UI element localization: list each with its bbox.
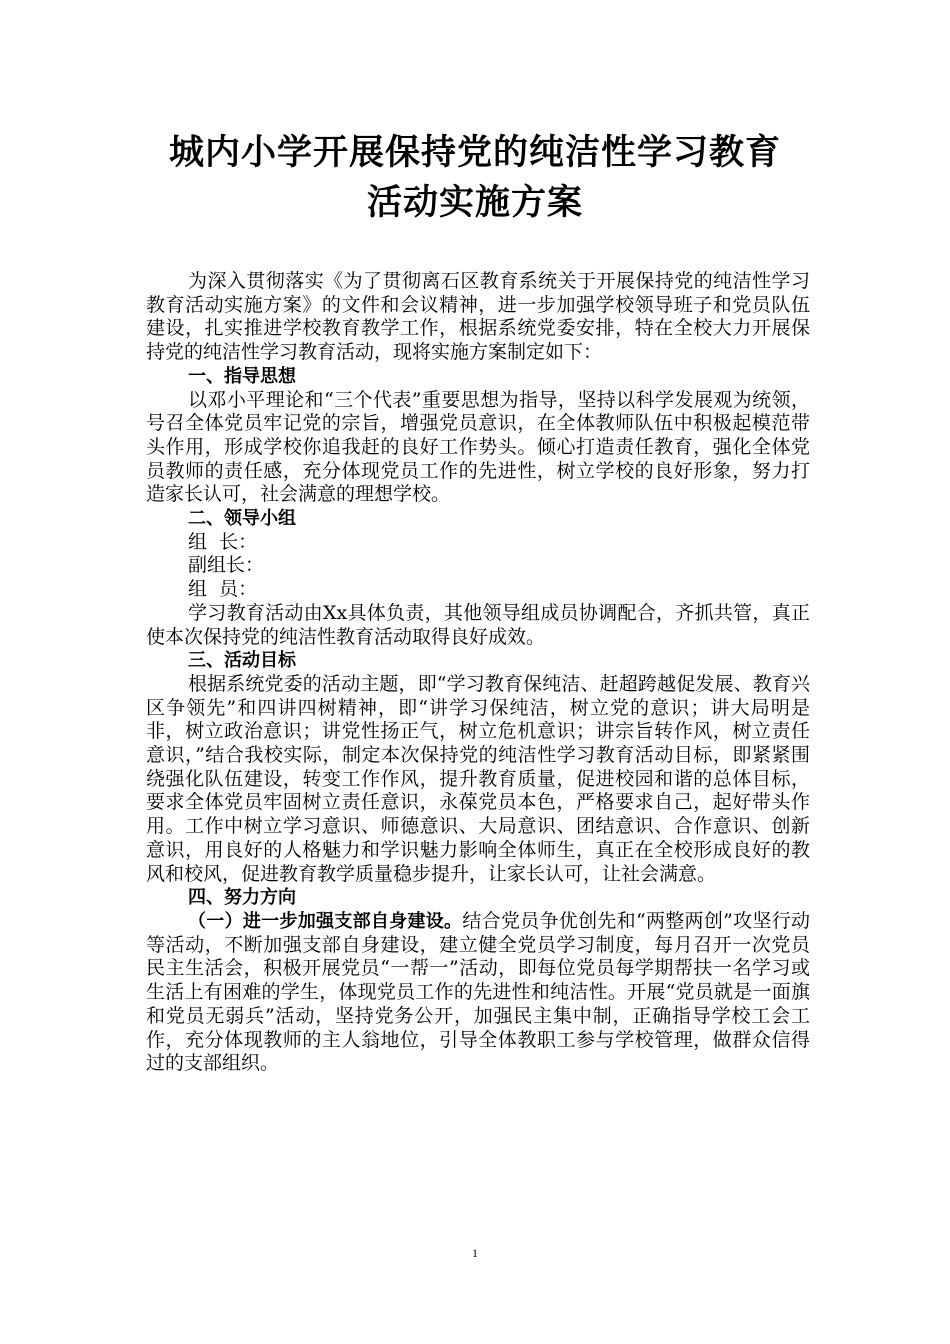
document-body [146, 270, 810, 1076]
section-heading-guiding-ideology: 一、指导思想 [188, 365, 296, 387]
title-line-1: 城内小学开展保持党的纯洁性学习教育 [168, 132, 781, 173]
vice-leader-line: 副组长： [188, 554, 265, 577]
document-title [100, 128, 850, 228]
intro-paragraph: 为深入贯彻落实《为了贯彻离石区教育系统关于开展保持党的纯洁性学习教育活动实施方案》的文件和会议精神，进一步加强学校领导班子和党员队伍建设，扎实推进学校教育教学工作，根据系统党委安排，特在全校大力开展保持党的纯洁性学习教育活动，现将实施方案制定如下： [146, 270, 810, 364]
section-paragraph-activity-goals: 根据系统党委的活动主题，即“学习教育保纯洁、赶超跨越促发展、教育兴区争领先”和四讲四树精神，即“讲学习保纯洁，树立党的意识；讲大局明是非，树立政治意识；讲党性扬正气，树立危机意识；讲宗旨转作风，树立责任意识，”结合我校实际，制定本次保持党的纯洁性学习教育活动目标，即紧紧围绕强化队伍建设，转变工作作风，提升教育质量，促进校园和谐的总体目标，要求全体党员牢固树立责任意识，永葆党员本色，严格要求自己，起好带头作用。工作中树立学习意识、师德意识、大局意识、团结意识、合作意识、创新意识，用良好的人格魅力和学识魅力影响全体师生，真正在全校形成良好的教风和校风，促进教育教学质量稳步提升，让家长认可，让社会满意。 [146, 672, 810, 885]
item-1-label: （一）进一步加强支部自身建设。 [188, 910, 463, 932]
section-heading-work-direction: 四、努力方向 [188, 887, 296, 909]
group-leader-line: 组 长： [188, 530, 258, 553]
section-paragraph-leadership-group: 学习教育活动由Xx具体负责，其他领导组成员协调配合，齐抓共管，真正使本次保持党的纯洁性教育活动取得良好成效。 [146, 601, 810, 648]
title-line-2: 活动实施方案 [366, 182, 583, 223]
group-members-line: 组 员： [188, 578, 258, 601]
work-direction-item-1 [146, 910, 810, 1076]
section-paragraph-guiding-ideology: 以邓小平理论和“三个代表”重要思想为指导，坚持以科学发展观为统领，号召全体党员牢记党的宗旨，增强党员意识，在全体教师队伍中积极起模范带头作用，形成学校你追我赶的良好工作势头。倾心打造责任教育，强化全体党员教师的责任感，充分体现党员工作的先进性，树立学校的良好形象，努力打造家长认可，社会满意的理想学校。 [146, 388, 810, 506]
page-number: 1 [472, 1246, 478, 1260]
section-heading-leadership-group: 二、领导小组 [188, 508, 296, 530]
section-heading-activity-goals: 三、活动目标 [188, 650, 296, 672]
item-1-text: 结合党员争优创先和“两整两创”攻坚行动等活动，不断加强支部自身建设，建立健全党员学习制度，每月召开一次党员民主生活会，积极开展党员“一帮一”活动，即每位党员每学期帮扶一名学习或生活上有困难的学生，体现党员工作的先进性和纯洁性。开展“党员就是一面旗和党员无弱兵”活动，坚持党务公开，加强民主集中制，正确指导学校工会工作，充分体现教师的主人翁地位，引导全体教职工参与学校管理，做群众信得过的支部组织。 [146, 909, 811, 1075]
